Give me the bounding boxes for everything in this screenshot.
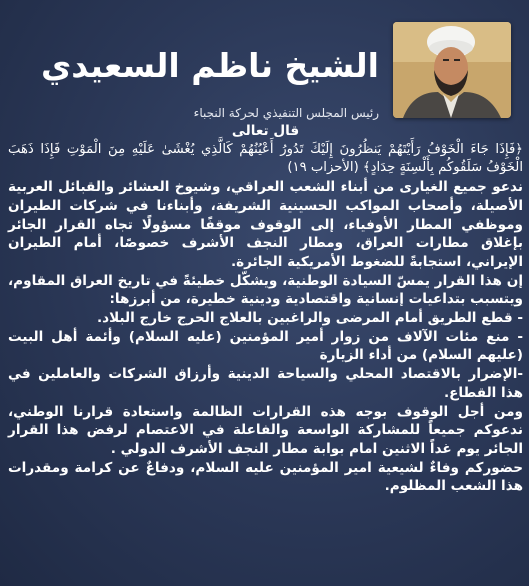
header [0, 18, 529, 118]
paragraph-impact: إن هذا القرار يمسّ السيادة الوطنية، ويشكّل خطيئةً في تاريخ العراق المقاوم، ويتسبب بتداعيات إنسانية واقتصادية ودينية خطيرة، من أبرزها: [8, 272, 523, 308]
quran-verse: ﴿فَإِذَا جَاءَ الْخَوْفُ رَأَيْتَهُمْ يَنظُرُونَ إِلَيْكَ تَدُورُ أَعْيُنُهُمْ كَالَّذِي يُغْشَىٰ عَلَيْهِ مِنَ الْمَوْتِ فَإِذَا ذَهَبَ الْخَوْفُ سَلَقُوكُم بِأَلْسِنَةٍ حِدَادٍ﴾ (الأحزاب ١٩) [8, 141, 523, 176]
intro-heading: قال تعالى [231, 123, 300, 139]
bullet-patients: - قطع الطريق أمام المرضى والراغبين بالعلاج الحرج خارج البلاد. [96, 310, 523, 327]
cleric-portrait-icon [393, 22, 511, 118]
paragraph-sit-in: ومن أجل الوقوف بوجه هذه القرارات الظالمة واستعادة قرارنا الوطني، ندعوكم جميعاً للمشاركة الواسعة والفاعلة في الاعتصام لرفض هذا القرار الجائر يوم غداً الاثنين امام بوابة مطار النجف الأشرف الدولي . [8, 403, 523, 457]
paragraph-closing: حضوركم وفاءٌ لشيعية امير المؤمنين عليه السلام، ودفاعٌ عن كرامة ومقدرات هذا الشعب المظلوم. [8, 459, 523, 495]
bullet-pilgrims: - منع مئات الآلاف من زوار أمير المؤمنين (عليه السلام) وأئمة أهل البيت (عليهم السلام) من أداء الزيارة [8, 328, 523, 364]
statement-body [8, 122, 523, 496]
speaker-name: الشيخ ناظم السعيدي [41, 46, 379, 85]
paragraph-call: ندعو جميع الغيارى من أبناء الشعب العراقي، وشيوخ العشائر والقبائل العربية الأصيلة، وأصحاب المواكب الحسينية الشريفة، وأبناءنا في شركات الطيران وموظفي المطار الأوفياء، إلى الوقوف موقفًا مسؤولًا تجاه القرار الجائر بإغلاق مطارات العراق، ومطار النجف الأشرف خصوصًا، أمام الطيران الإيراني، استجابةً للضغوط الأمريكية الجائرة. [8, 179, 523, 270]
bullet-economy: -الإضرار بالاقتصاد المحلي والسياحة الدينية وأرزاق الشركات والعاملين في هذا القطاع. [8, 366, 523, 401]
speaker-role: رئيس المجلس التنفيذي لحركة النجباء [193, 106, 379, 120]
